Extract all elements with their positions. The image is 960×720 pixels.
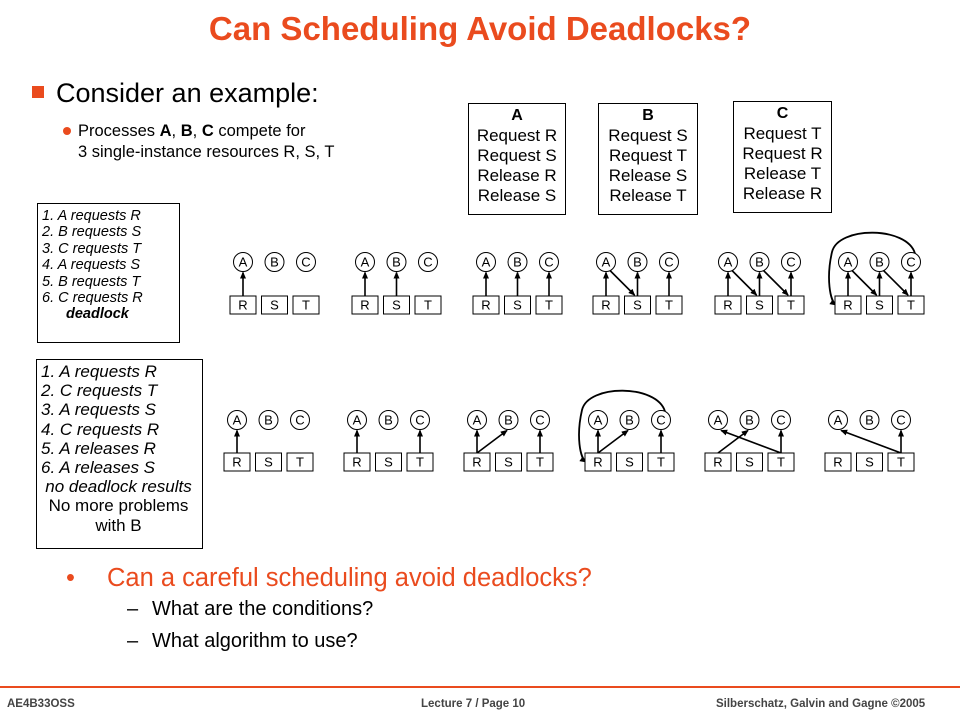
process-label: C: [415, 412, 425, 428]
process-box-b: B Request S Request T Release S Release T: [598, 103, 698, 215]
footer-credit: Silberschatz, Galvin and Gagne ©2005: [716, 698, 926, 710]
resource-label: S: [865, 454, 874, 470]
footer-divider: [0, 686, 960, 688]
resource-label: S: [513, 297, 522, 313]
process-label: B: [875, 254, 884, 270]
process-label: B: [264, 412, 273, 428]
resource-label: R: [723, 297, 733, 313]
resource-label: T: [536, 454, 544, 470]
process-label: B: [504, 412, 513, 428]
resource-label: T: [296, 454, 304, 470]
process-label: C: [906, 254, 916, 270]
dash-bullet: –: [127, 598, 139, 620]
process-label: A: [593, 412, 603, 428]
footer-course: AE4B33OSS: [7, 698, 75, 710]
resource-label: T: [545, 297, 553, 313]
resource-graph: [593, 253, 682, 315]
resource-graph: [230, 253, 319, 315]
resource-graph: [352, 253, 441, 315]
process-label: B: [865, 412, 874, 428]
sequence2-result: with B: [95, 515, 142, 535]
sequence2-step: 1. A requests R: [41, 362, 157, 381]
resource-label: T: [777, 454, 785, 470]
process-label: C: [423, 254, 433, 270]
sequence1-step: 5. B requests T: [42, 273, 141, 290]
sequence1-step: 2. B requests S: [42, 224, 142, 241]
process-label: C: [295, 412, 305, 428]
resource-label: S: [875, 297, 884, 313]
process-label: A: [833, 412, 843, 428]
resource-label: T: [787, 297, 795, 313]
resource-label: R: [833, 454, 843, 470]
resource-label: R: [843, 297, 853, 313]
sequence2-result: No more problems: [48, 496, 189, 516]
process-label: A: [723, 254, 733, 270]
resource-label: R: [352, 454, 362, 470]
resource-label: R: [593, 454, 603, 470]
process-label: C: [301, 254, 311, 270]
process-label: C: [896, 412, 906, 428]
question-text: Can a careful scheduling avoid deadlocks?: [107, 564, 592, 592]
main-bullet-text: Consider an example:: [56, 78, 319, 108]
assignment-arrow: [598, 431, 628, 454]
resource-label: R: [481, 297, 491, 313]
dash-bullet: –: [127, 630, 139, 652]
process-label: A: [472, 412, 482, 428]
resource-label: T: [302, 297, 310, 313]
process-label: C: [786, 254, 796, 270]
request-arrow: [764, 271, 789, 296]
resource-graph: [473, 253, 562, 315]
sub-bullet-line1: Processes A, B, C compete for: [78, 122, 306, 140]
footer-page: Lecture 7 / Page 10: [421, 698, 526, 710]
assignment-arrow: [477, 431, 507, 454]
process-label: A: [601, 254, 611, 270]
sequence1-step: 6. C requests R: [42, 290, 143, 307]
process-label: B: [745, 412, 754, 428]
resource-label: R: [472, 454, 482, 470]
sequence1-step: 1. A requests R: [42, 208, 141, 224]
process-label: C: [535, 412, 545, 428]
resource-graph: [224, 411, 313, 472]
process-label: A: [713, 412, 723, 428]
resource-label: S: [504, 454, 513, 470]
sequence2-step: 3. A requests S: [41, 400, 156, 420]
process-label: B: [755, 254, 764, 270]
resource-label: S: [745, 454, 754, 470]
resource-graph: [829, 233, 924, 314]
resource-graph: [705, 411, 794, 472]
process-label: A: [481, 254, 491, 270]
resource-graph: [344, 411, 433, 472]
sequence2-step: 6. A releases S: [41, 458, 156, 478]
resource-graph: [715, 253, 804, 315]
resource-label: R: [601, 297, 611, 313]
process-box-c: C Request T Request R Release T Release R: [733, 101, 832, 213]
process-box-a: A Request R Request S Release R Release S: [468, 103, 566, 215]
resource-label: R: [232, 454, 242, 470]
assignment-arrow: [841, 431, 901, 454]
resource-graph: [579, 391, 674, 471]
resource-label: R: [238, 297, 248, 313]
assignment-arrow: [718, 431, 748, 454]
resource-label: S: [384, 454, 393, 470]
sub-bullet-line2: 3 single-instance resources R, S, T: [78, 143, 335, 161]
resource-label: T: [907, 297, 915, 313]
process-label: B: [392, 254, 401, 270]
request-arrow: [610, 271, 635, 296]
resource-label: S: [755, 297, 764, 313]
request-arrow: [884, 271, 909, 296]
resource-label: T: [665, 297, 673, 313]
process-label: A: [238, 254, 248, 270]
process-label: C: [544, 254, 554, 270]
request-arrow: [732, 271, 757, 296]
sequence1-step: 3. C requests T: [42, 240, 142, 257]
resource-label: S: [633, 297, 642, 313]
resource-label: R: [713, 454, 723, 470]
process-label: A: [232, 412, 242, 428]
resource-graph: [464, 411, 553, 472]
sequence2-step: 5. A releases R: [41, 438, 156, 458]
resource-label: S: [264, 454, 273, 470]
process-label: C: [656, 412, 666, 428]
resource-label: R: [360, 297, 370, 313]
request-arrow: [852, 271, 877, 296]
slide-title: Can Scheduling Avoid Deadlocks?: [208, 10, 752, 47]
sequence2-step: 2. C requests T: [41, 381, 158, 401]
process-label: B: [513, 254, 522, 270]
sequence2-step: 4. C requests R: [41, 419, 160, 439]
resource-graph: [825, 411, 914, 472]
assignment-arrow: [721, 431, 781, 454]
resource-label: S: [625, 454, 634, 470]
resource-label: T: [657, 454, 665, 470]
process-label: B: [625, 412, 634, 428]
process-label: A: [360, 254, 370, 270]
question-bullet-dot: •: [66, 564, 75, 592]
sequence2-result: no deadlock results: [45, 477, 192, 497]
process-label: C: [776, 412, 786, 428]
process-label: B: [384, 412, 393, 428]
sequence1-result: deadlock: [66, 306, 129, 323]
process-label: A: [843, 254, 853, 270]
sub-question-text: What are the conditions?: [152, 598, 374, 620]
resource-label: S: [392, 297, 401, 313]
resource-label: T: [416, 454, 424, 470]
sequence1-step: 4. A requests S: [42, 257, 141, 274]
resource-label: T: [897, 454, 905, 470]
sub-question-text: What algorithm to use?: [152, 630, 358, 652]
process-label: B: [633, 254, 642, 270]
process-label: B: [270, 254, 279, 270]
resource-label: T: [424, 297, 432, 313]
process-label: A: [352, 412, 362, 428]
process-label: C: [664, 254, 674, 270]
resource-label: S: [270, 297, 279, 313]
